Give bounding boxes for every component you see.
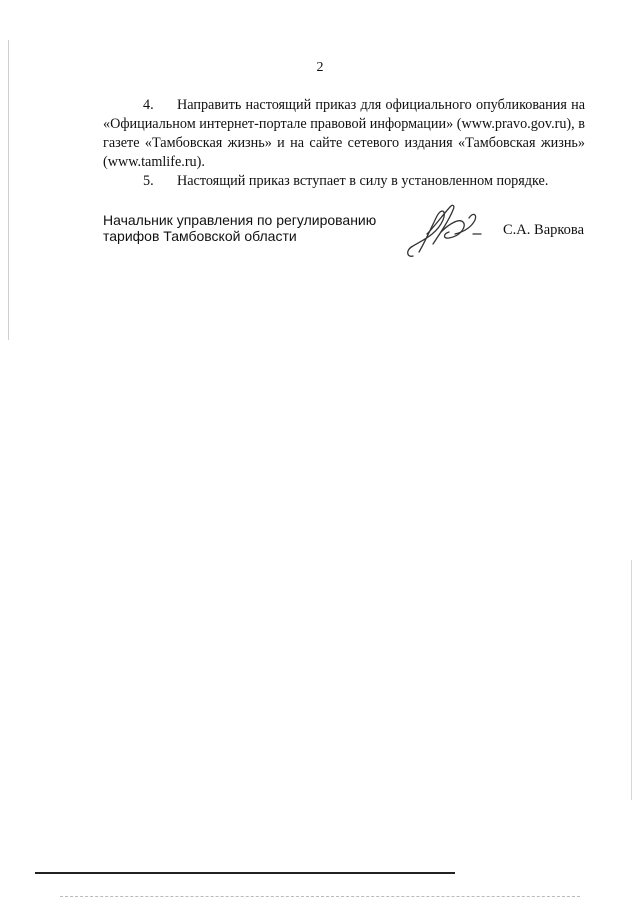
signer-position — [103, 212, 383, 244]
signer-name: С.А. Варкова — [503, 222, 585, 238]
document-body — [103, 96, 585, 191]
signature-icon — [403, 198, 493, 264]
paragraph-number: 4. — [143, 97, 154, 113]
signer-position-line-1: Начальник управления по регулированию — [103, 212, 377, 228]
paragraph-4 — [103, 96, 585, 172]
paragraph-5 — [103, 172, 585, 191]
page-number: 2 — [316, 60, 324, 75]
scan-margin-artifact — [631, 560, 632, 800]
signer-position-line-2: тарифов Тамбовской области — [103, 228, 297, 244]
scan-margin-artifact — [8, 40, 9, 340]
scan-edge-dots — [60, 896, 580, 898]
paragraph-text: Направить настоящий приказ для официального опубликования на «Официальном интернет-портале правовой информации» (www.pravo.gov.ru), в газете «Тамбовская жизнь» и на сайте сетевого издания «Тамбовская жизнь» (www.tamlife.ru). — [103, 97, 585, 170]
scan-edge-line — [35, 872, 455, 874]
signature-block — [103, 210, 593, 270]
paragraph-text: Настоящий приказ вступает в силу в установленном порядке. — [177, 173, 549, 189]
paragraph-number: 5. — [143, 173, 154, 189]
